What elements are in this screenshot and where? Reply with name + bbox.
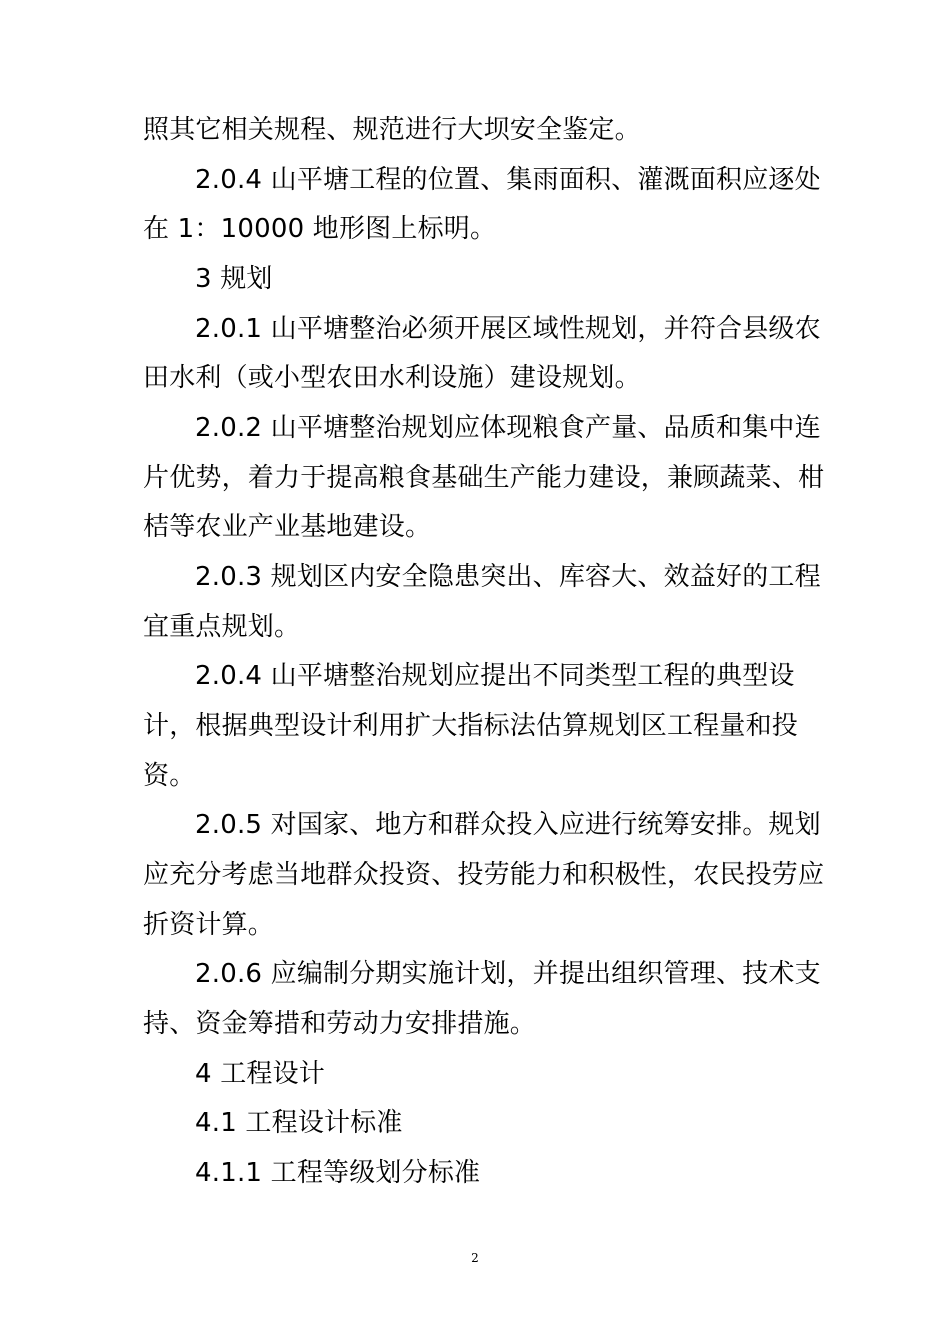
body-text-line: 桔等农业产业基地建设。 <box>143 512 432 542</box>
body-text-line: 计，根据典型设计利用扩大指标法估算规划区工程量和投 <box>143 711 799 741</box>
subsection-heading-design-standard: 4.1 工程设计标准 <box>195 1108 403 1138</box>
clause-2-0-3-line: 2.0.3 规划区内安全隐患突出、库容大、效益好的工程 <box>195 562 821 592</box>
body-text-line: 照其它相关规程、规范进行大坝安全鉴定。 <box>143 115 641 145</box>
body-text-line: 持、资金筹措和劳动力安排措施。 <box>143 1009 537 1039</box>
page-number: 2 <box>471 1251 479 1265</box>
clause-2-0-4-line: 2.0.4 山平塘整治规划应提出不同类型工程的典型设 <box>195 661 795 691</box>
clause-2-0-2-line: 2.0.2 山平塘整治规划应体现粮食产量、品质和集中连 <box>195 413 821 443</box>
body-text-line: 在 1：10000 地形图上标明。 <box>143 214 497 244</box>
body-text-line: 资。 <box>143 761 196 791</box>
clause-2-0-1-line: 2.0.1 山平塘整治必须开展区域性规划，并符合县级农 <box>195 314 821 344</box>
body-text-line: 田水利（或小型农田水利设施）建设规划。 <box>143 363 641 393</box>
body-text-line: 应充分考虑当地群众投资、投劳能力和积极性，农民投劳应 <box>143 860 825 890</box>
clause-2-0-4-line: 2.0.4 山平塘工程的位置、集雨面积、灌溉面积应逐处 <box>195 165 821 195</box>
section-heading-planning: 3 规划 <box>195 264 273 294</box>
body-text-line: 宜重点规划。 <box>143 612 301 642</box>
body-text-line: 片优势，着力于提高粮食基础生产能力建设，兼顾蔬菜、柑 <box>143 463 825 493</box>
clause-2-0-6-line: 2.0.6 应编制分期实施计划，并提出组织管理、技术支 <box>195 959 821 989</box>
clause-2-0-5-line: 2.0.5 对国家、地方和群众投入应进行统筹安排。规划 <box>195 810 821 840</box>
subsection-heading-grade-classification: 4.1.1 工程等级划分标准 <box>195 1158 481 1188</box>
body-text-line: 折资计算。 <box>143 910 275 940</box>
section-heading-engineering-design: 4 工程设计 <box>195 1059 326 1089</box>
